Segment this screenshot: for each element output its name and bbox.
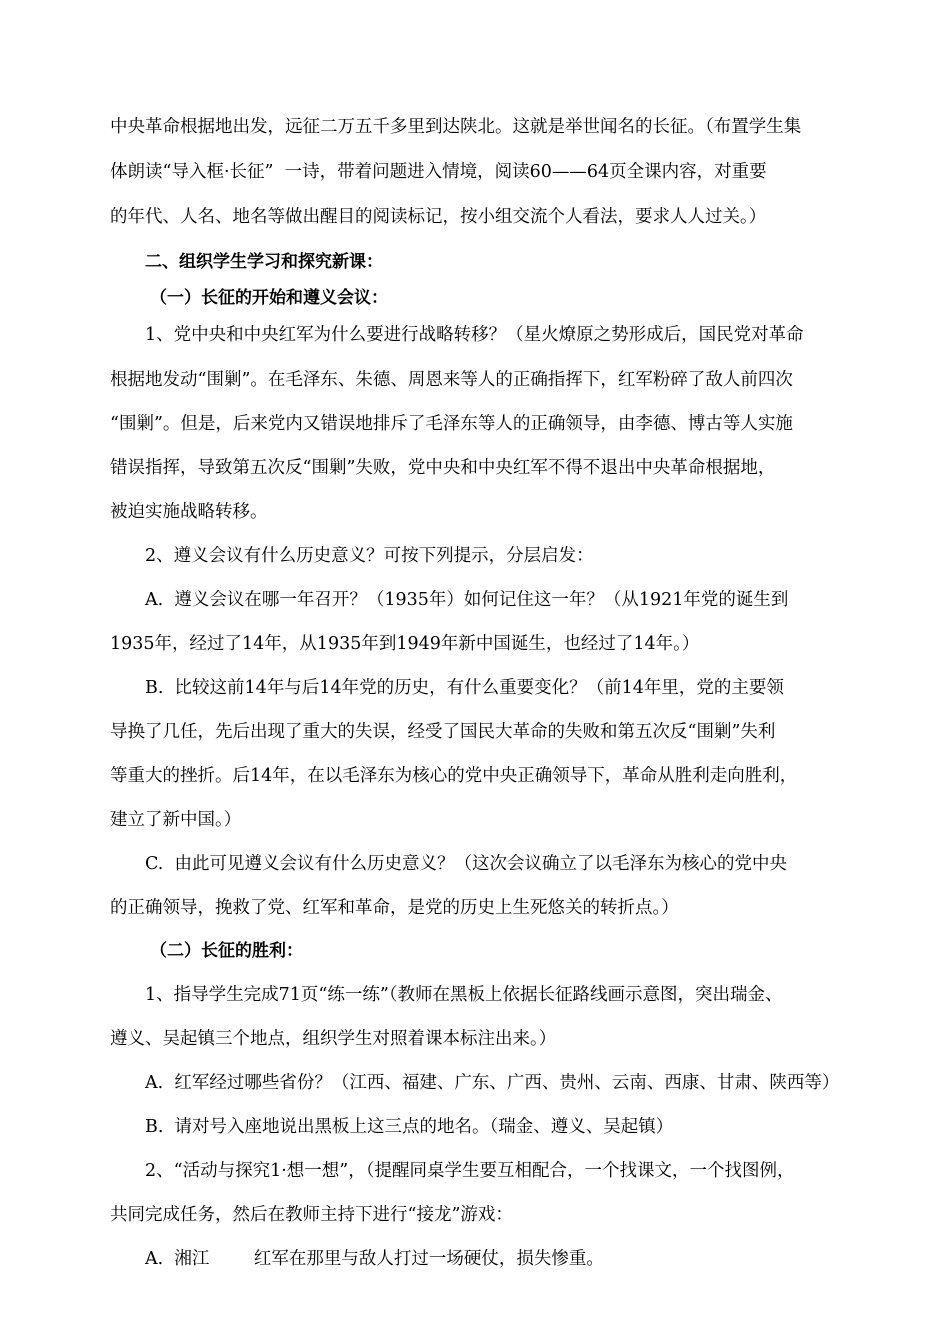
text-line: A. 红军经过哪些省份？（江西、福建、广东、广西、贵州、云南、西康、甘肃、陕西等） bbox=[145, 1073, 840, 1093]
text-line: 导换了几任，先后出现了重大的失误，经受了国民大革命的失败和第五次反“围剿”失利 bbox=[110, 722, 776, 742]
text-line: 建立了新中国。） bbox=[110, 810, 242, 830]
text-line: B. 比较这前14年与后14年党的历史，有什么重要变化？（前14年里，党的主要领 bbox=[145, 678, 784, 698]
text-line: A. 遵义会议在哪一年召开？（1935年）如何记住这一年？（从1921年党的诞生到 bbox=[145, 590, 789, 610]
text-line: 中央革命根据地出发，远征二万五千多里到达陕北。这就是举世闻名的长征。（布置学生集 bbox=[110, 117, 802, 137]
text-line: 错误指挥，导致第五次反“围剿”失败，党中央和中央红军不得不退出中央革命根据地， bbox=[110, 458, 776, 478]
text-line: 2、遵义会议有什么历史意义？可按下列提示，分层启发： bbox=[145, 546, 594, 566]
text-line: 1、党中央和中央红军为什么要进行战略转移？（星火燎原之势形成后，国民党对革命 bbox=[145, 325, 804, 345]
text-line: 体朗读“导入框·长征” 一诗，带着问题进入情境，阅读60——64页全课内容，对重要 bbox=[110, 162, 767, 182]
section-heading: 二、组织学生学习和探究新课： bbox=[145, 252, 383, 272]
text-line: 根据地发动“围剿”。在毛泽东、朱德、周恩来等人的正确指挥下，红军粉碎了敌人前四次 bbox=[110, 370, 793, 390]
text-line: 的年代、人名、地名等做出醒目的阅读标记，按小组交流个人看法，要求人人过关。） bbox=[110, 207, 767, 227]
text-line: 1、指导学生完成71页“练一练”（教师在黑板上依据长征路线画示意图，突出瑞金、 bbox=[145, 985, 783, 1005]
text-line: 的正确领导，挽救了党、红军和革命，是党的历史上生死悠关的转折点。） bbox=[110, 898, 679, 918]
text-line: B. 请对号入座地说出黑板上这三点的地名。（瑞金、遵义、吴起镇） bbox=[145, 1117, 674, 1137]
text-line: 1935年，经过了14年，从1935年到1949年新中国诞生，也经过了14年。） bbox=[110, 634, 700, 654]
text-line: 共同完成任务，然后在教师主持下进行“接龙”游戏： bbox=[110, 1205, 513, 1225]
text-line: C. 由此可见遵义会议有什么历史意义？（这次会议确立了以毛泽东为核心的党中央 bbox=[145, 854, 787, 874]
text-line: 等重大的挫折。后14年，在以毛泽东为核心的党中央正确领导下，革命从胜利走向胜利， bbox=[110, 766, 798, 786]
subsection-heading: （二）长征的胜利： bbox=[150, 941, 303, 961]
text-line: 遵义、吴起镇三个地点，组织学生对照着课本标注出来。） bbox=[110, 1029, 557, 1049]
text-line: A. 湘江 红军在那里与敌人打过一场硬仗，损失惨重。 bbox=[145, 1249, 604, 1269]
text-line: “围剿”。但是，后来党内又错误地排斥了毛泽东等人的正确领导，由李德、博古等人实施 bbox=[110, 414, 793, 434]
subsection-heading: （一）长征的开始和遵义会议： bbox=[150, 288, 388, 308]
text-line: 2、“活动与探究1·想一想”，（提醒同桌学生要互相配合，一个找课文，一个找图例， bbox=[145, 1161, 795, 1181]
text-line: 被迫实施战略转移。 bbox=[110, 502, 268, 522]
